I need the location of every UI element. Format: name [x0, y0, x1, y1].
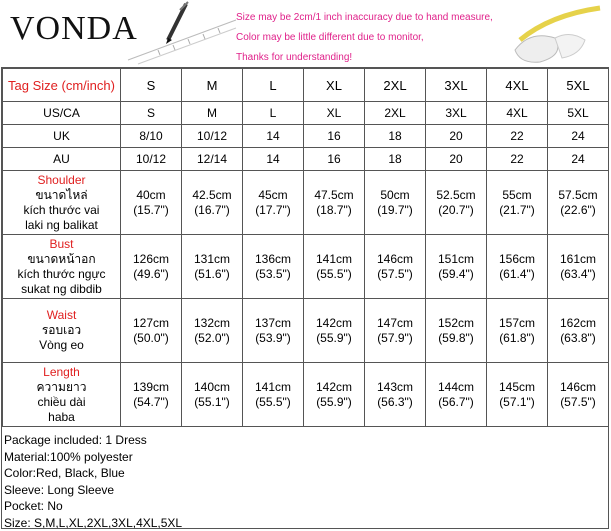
measurement-translation: haba	[3, 410, 120, 425]
inch-value: (57.1")	[487, 395, 547, 410]
size-value-cell: 14	[243, 148, 304, 171]
size-value-cell: 2XL	[365, 102, 426, 125]
cm-value: 50cm	[365, 188, 425, 203]
size-header-cell: 5XL	[548, 69, 609, 102]
measurement-label	[3, 299, 121, 363]
measurement-row	[3, 299, 609, 363]
measurement-cell	[487, 363, 548, 427]
size-value-cell: 22	[487, 125, 548, 148]
cm-value: 52.5cm	[426, 188, 486, 203]
inch-value: (59.8")	[426, 331, 486, 346]
tape-measure-hand-illustration	[500, 0, 611, 66]
cm-value: 147cm	[365, 316, 425, 331]
size-value-cell: S	[121, 102, 182, 125]
cm-value: 156cm	[487, 252, 547, 267]
measurement-cell	[426, 299, 487, 363]
cm-value: 137cm	[243, 316, 303, 331]
cm-value: 140cm	[182, 380, 242, 395]
inch-value: (18.7")	[304, 203, 364, 218]
size-value-cell: 16	[304, 125, 365, 148]
measurement-cell	[121, 363, 182, 427]
inch-value: (20.7")	[426, 203, 486, 218]
measurement-translation: kích thước vai	[3, 203, 120, 218]
cm-value: 127cm	[121, 316, 181, 331]
info-line: Material:100% polyester	[4, 449, 182, 466]
measurement-cell	[487, 299, 548, 363]
measurement-translation: Vòng eo	[3, 338, 120, 353]
inch-value: (54.7")	[121, 395, 181, 410]
inch-value: (57.5")	[548, 395, 608, 410]
measurement-translation: laki ng balikat	[3, 218, 120, 233]
measurement-label	[3, 235, 121, 299]
inch-value: (63.8")	[548, 331, 608, 346]
cm-value: 126cm	[121, 252, 181, 267]
cm-value: 143cm	[365, 380, 425, 395]
size-header-cell: L	[243, 69, 304, 102]
measurement-cell	[426, 171, 487, 235]
size-value-cell: 4XL	[487, 102, 548, 125]
cm-value: 42.5cm	[182, 188, 242, 203]
cm-value: 141cm	[304, 252, 364, 267]
cm-value: 151cm	[426, 252, 486, 267]
measurement-cell	[487, 171, 548, 235]
measurement-cell	[121, 171, 182, 235]
measurement-translation: chiều dài	[3, 395, 120, 410]
measurement-cell	[365, 363, 426, 427]
size-header-cell: S	[121, 69, 182, 102]
measurement-row	[3, 171, 609, 235]
size-header-cell: XL	[304, 69, 365, 102]
size-value-cell: M	[182, 102, 243, 125]
measurement-cell	[182, 235, 243, 299]
measurement-cell	[243, 235, 304, 299]
measurement-cell	[304, 299, 365, 363]
size-value-cell: 20	[426, 148, 487, 171]
cm-value: 157cm	[487, 316, 547, 331]
size-row	[3, 102, 609, 125]
note-line: Thanks for understanding!	[236, 48, 493, 68]
size-value-cell: 22	[487, 148, 548, 171]
cm-value: 45cm	[243, 188, 303, 203]
measurement-cell	[548, 171, 609, 235]
size-header-cell: 4XL	[487, 69, 548, 102]
measurement-cell	[182, 171, 243, 235]
measurement-cell	[243, 363, 304, 427]
inch-value: (49.6")	[121, 267, 181, 282]
cm-value: 146cm	[548, 380, 608, 395]
size-value-cell: 5XL	[548, 102, 609, 125]
pen-ruler-illustration	[118, 0, 238, 66]
measurement-translation: ขนาดหน้าอก	[3, 252, 120, 267]
measurement-cell	[548, 363, 609, 427]
inch-value: (17.7")	[243, 203, 303, 218]
inch-value: (63.4")	[548, 267, 608, 282]
measurement-cell	[121, 299, 182, 363]
cm-value: 142cm	[304, 380, 364, 395]
measurement-cell	[365, 299, 426, 363]
size-header-cell: 3XL	[426, 69, 487, 102]
measurement-cell	[243, 171, 304, 235]
inch-value: (51.6")	[182, 267, 242, 282]
size-value-cell: 3XL	[426, 102, 487, 125]
cm-value: 142cm	[304, 316, 364, 331]
measurement-translation: ความยาว	[3, 380, 120, 395]
size-value-cell: 12/14	[182, 148, 243, 171]
size-value-cell: 20	[426, 125, 487, 148]
measurement-translation: kích thước ngực	[3, 267, 120, 282]
inch-value: (21.7")	[487, 203, 547, 218]
header-row	[3, 69, 609, 102]
info-line: Size: S,M,L,XL,2XL,3XL,4XL,5XL	[4, 515, 182, 531]
measurement-cell	[182, 363, 243, 427]
inch-value: (52.0")	[182, 331, 242, 346]
size-value-cell: 16	[304, 148, 365, 171]
inch-value: (56.3")	[365, 395, 425, 410]
inch-value: (16.7")	[182, 203, 242, 218]
brand-logo: VONDA	[10, 10, 138, 48]
measurement-notes	[236, 8, 493, 68]
cm-value: 47.5cm	[304, 188, 364, 203]
measurement-translation: ขนาดไหล่	[3, 188, 120, 203]
header-banner	[0, 0, 611, 67]
cm-value: 152cm	[426, 316, 486, 331]
measurement-cell	[182, 299, 243, 363]
inch-value: (55.9")	[304, 395, 364, 410]
size-value-cell: 8/10	[121, 125, 182, 148]
measurement-cell	[304, 235, 365, 299]
inch-value: (22.6")	[548, 203, 608, 218]
measurement-cell	[365, 171, 426, 235]
inch-value: (55.5")	[304, 267, 364, 282]
size-header-cell: 2XL	[365, 69, 426, 102]
inch-value: (57.9")	[365, 331, 425, 346]
inch-value: (15.7")	[121, 203, 181, 218]
size-row	[3, 148, 609, 171]
inch-value: (61.8")	[487, 331, 547, 346]
cm-value: 161cm	[548, 252, 608, 267]
inch-value: (57.5")	[365, 267, 425, 282]
measurement-label	[3, 363, 121, 427]
cm-value: 141cm	[243, 380, 303, 395]
measurement-name: Shoulder	[3, 173, 120, 188]
inch-value: (55.9")	[304, 331, 364, 346]
measurement-cell	[548, 299, 609, 363]
size-value-cell: 24	[548, 125, 609, 148]
measurement-name: Length	[3, 365, 120, 380]
size-value-cell: L	[243, 102, 304, 125]
measurement-cell	[304, 363, 365, 427]
cm-value: 57.5cm	[548, 188, 608, 203]
cm-value: 162cm	[548, 316, 608, 331]
inch-value: (59.4")	[426, 267, 486, 282]
measurement-name: Waist	[3, 308, 120, 323]
size-value-cell: 18	[365, 148, 426, 171]
inch-value: (55.5")	[243, 395, 303, 410]
measurement-cell	[548, 235, 609, 299]
measurement-cell	[487, 235, 548, 299]
measurement-cell	[365, 235, 426, 299]
row-label: UK	[3, 125, 121, 148]
note-line: Size may be 2cm/1 inch inaccuracy due to hand measure,	[236, 8, 493, 28]
inch-value: (55.1")	[182, 395, 242, 410]
size-chart-table	[2, 68, 609, 427]
inch-value: (50.0")	[121, 331, 181, 346]
measurement-translation: sukat ng dibdib	[3, 282, 120, 297]
measurement-cell	[121, 235, 182, 299]
inch-value: (61.4")	[487, 267, 547, 282]
cm-value: 132cm	[182, 316, 242, 331]
cm-value: 136cm	[243, 252, 303, 267]
measurement-cell	[243, 299, 304, 363]
cm-value: 144cm	[426, 380, 486, 395]
row-label: US/CA	[3, 102, 121, 125]
size-header-cell: M	[182, 69, 243, 102]
product-info	[4, 432, 182, 531]
measurement-cell	[426, 235, 487, 299]
cm-value: 55cm	[487, 188, 547, 203]
size-value-cell: 24	[548, 148, 609, 171]
size-value-cell: 14	[243, 125, 304, 148]
inch-value: (53.5")	[243, 267, 303, 282]
measurement-name: Bust	[3, 237, 120, 252]
cm-value: 146cm	[365, 252, 425, 267]
inch-value: (19.7")	[365, 203, 425, 218]
measurement-cell	[426, 363, 487, 427]
tag-size-label: Tag Size (cm/inch)	[3, 69, 121, 102]
cm-value: 131cm	[182, 252, 242, 267]
info-line: Color:Red, Black, Blue	[4, 465, 182, 482]
cm-value: 145cm	[487, 380, 547, 395]
info-line: Package included: 1 Dress	[4, 432, 182, 449]
measurement-cell	[304, 171, 365, 235]
inch-value: (56.7")	[426, 395, 486, 410]
cm-value: 40cm	[121, 188, 181, 203]
measurement-row	[3, 235, 609, 299]
measurement-label	[3, 171, 121, 235]
note-line: Color may be little different due to monitor,	[236, 28, 493, 48]
size-value-cell: 10/12	[182, 125, 243, 148]
measurement-row	[3, 363, 609, 427]
measurement-translation: รอบเอว	[3, 323, 120, 338]
size-row	[3, 125, 609, 148]
info-line: Sleeve: Long Sleeve	[4, 482, 182, 499]
info-line: Pocket: No	[4, 498, 182, 515]
cm-value: 139cm	[121, 380, 181, 395]
size-value-cell: 18	[365, 125, 426, 148]
size-value-cell: XL	[304, 102, 365, 125]
row-label: AU	[3, 148, 121, 171]
inch-value: (53.9")	[243, 331, 303, 346]
size-value-cell: 10/12	[121, 148, 182, 171]
